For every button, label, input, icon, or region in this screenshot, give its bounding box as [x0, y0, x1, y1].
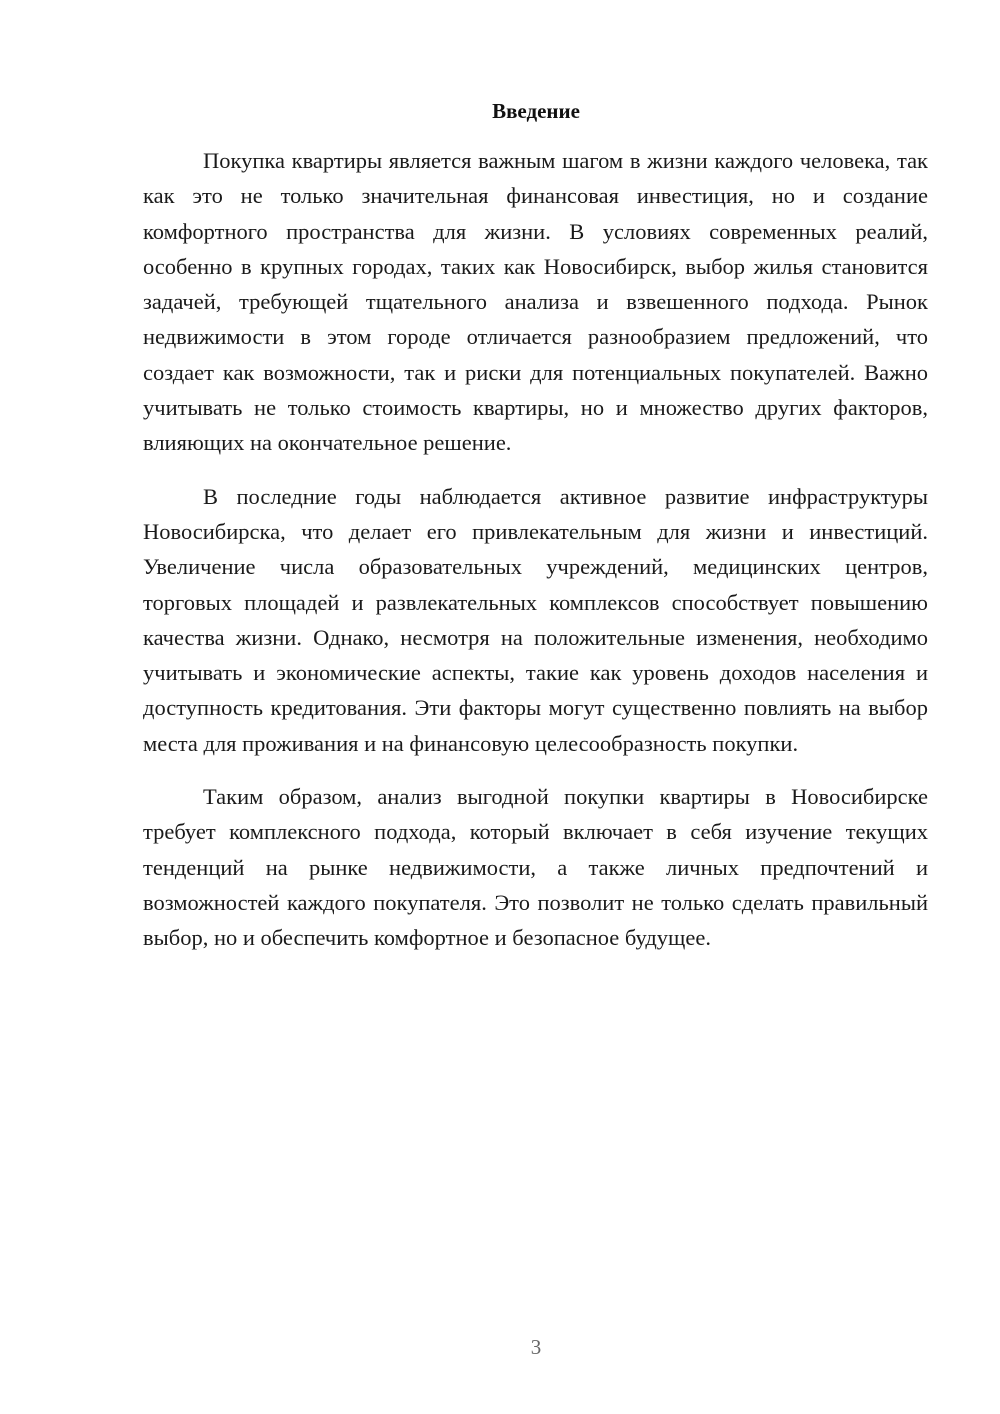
page-number: 3	[530, 1335, 542, 1359]
body-text	[143, 143, 928, 974]
paragraph-3: Таким образом, анализ выгодной покупки квартиры в Новосибирске требует комплексного подхода, который включает в себя изучение текущих тенденций на рынке недвижимости, а также личных предпочтений и возможностей каждого покупателя. Это позволит не только сделать правильный выбор, но и обеспечить комфортное и безопасное будущее.	[143, 784, 928, 951]
section-title: Введение	[492, 99, 580, 123]
paragraph-2: В последние годы наблюдается активное развитие инфраструктуры Новосибирска, что делает его привлекательным для жизни и инвестиций. Увеличение числа образовательных учреждений, медицинских центров, торговых площадей и развлекательных комплексов способствует повышению качества жизни. Однако, несмотря на положительные изменения, необходимо учитывать и экономические аспекты, такие как уровень доходов населения и доступность кредитования. Эти факторы могут существенно повлиять на выбор места для проживания и на финансовую целесообразность покупки.	[143, 483, 928, 756]
paragraph-1: Покупка квартиры является важным шагом в жизни каждого человека, так как это не только значительная финансовая инвестиция, но и создание комфортного пространства для жизни. В условиях современных реалий, особенно в крупных городах, таких как Новосибирск, выбор жилья становится задачей, требующей тщательного анализа и взвешенного подхода. Рынок недвижимости в этом городе отличается разнообразием предложений, что создает как возможности, так и риски для потенциальных покупателей. Важно учитывать не только стоимость квартиры, но и множество других факторов, влияющих на окончательное решение.	[143, 148, 928, 456]
